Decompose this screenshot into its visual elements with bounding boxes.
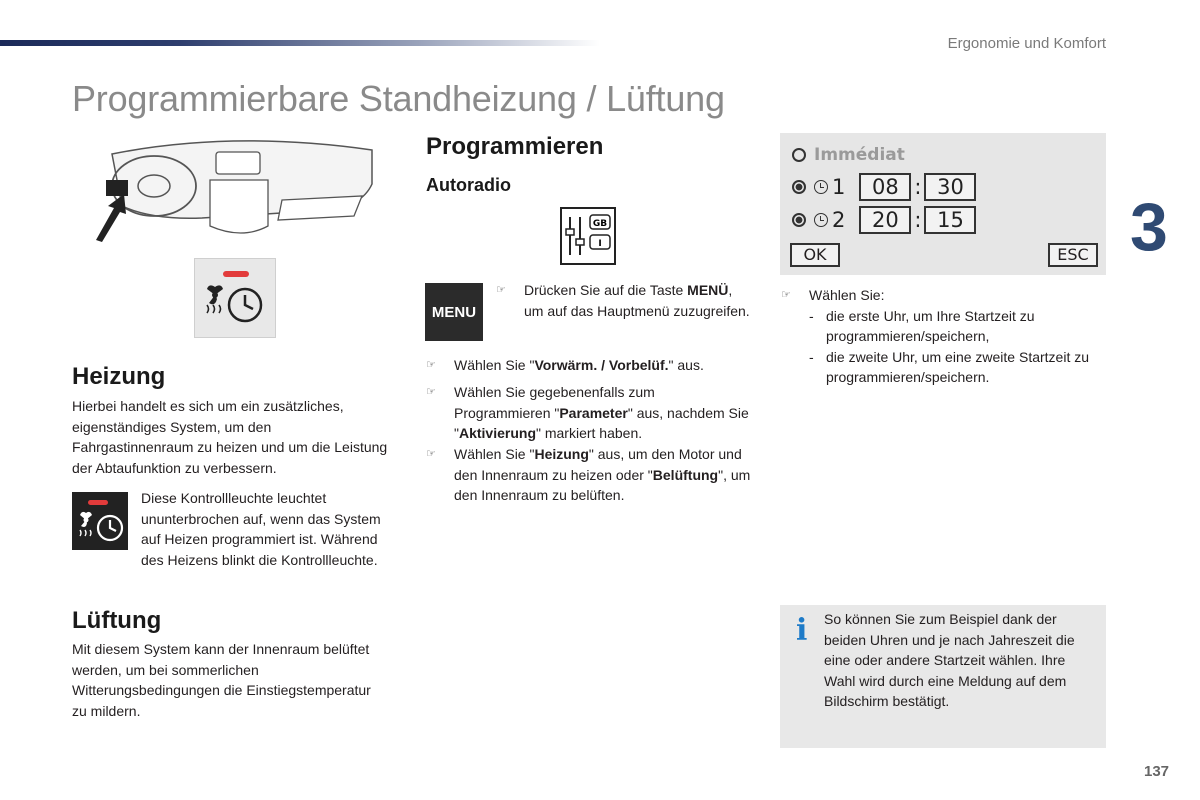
step-text: , um auf das Hauptmenü zuzugreifen.: [524, 282, 750, 319]
list-dash: -: [809, 348, 814, 365]
immediate-option: [792, 141, 905, 169]
step-keyword: Heizung: [534, 446, 589, 462]
step-text: " markiert haben.: [536, 425, 643, 441]
esc-button: ESC: [1048, 243, 1098, 267]
lamp-description: Diese Kontrollleuchte leuchtet ununterbrochen auf, wenn das System auf Heizen programmiert ist. Während des Heizens blinkt die Kontrollleuchte.: [141, 490, 381, 568]
programmieren-heading: Programmieren: [426, 133, 604, 160]
step-keyword: Belüftung: [652, 466, 719, 483]
list-item: [809, 347, 1109, 388]
autoradio-subheading: Autoradio: [426, 175, 511, 195]
list-item-text: die erste Uhr, um Ihre Startzeit zu programmieren/speichern,: [826, 307, 1035, 344]
step-keyword: /: [597, 357, 609, 373]
step-text: " aus, um den Motor und den Innenraum zu heizen oder ": [454, 446, 742, 483]
timer2-label: 2: [832, 208, 846, 232]
chapter-number: 3: [1130, 189, 1168, 265]
timer2-hours: 20: [859, 206, 911, 234]
step-text: Wählen Sie gegebenenfalls zum Programmieren ": [454, 384, 655, 421]
timer1-hours: 08: [859, 173, 911, 201]
heizung-heading: Heizung: [72, 363, 166, 390]
header-bar: [0, 40, 600, 46]
page-title: Programmierbare Standheizung / Lüftung: [72, 78, 725, 119]
radio-unselected-icon: [792, 148, 806, 162]
hand-pointer-icon: ☞: [426, 448, 436, 460]
warning-lamp-panel: [194, 258, 276, 338]
instruction-lead: Wählen Sie:: [809, 287, 885, 303]
step-text: " aus.: [668, 357, 704, 373]
info-text: So können Sie zum Beispiel dank der beiden Uhren und je nach Jahreszeit die eine oder andere Startzeit wählen. Ihre Wahl wird durch eine Meldung auf dem Bildschirm bestätigt.: [824, 611, 1075, 709]
step-select-parameter: [426, 382, 754, 444]
list-dash: -: [809, 307, 814, 324]
ok-button: OK: [790, 243, 840, 267]
lueftung-text: Mit diesem System kann der Innenraum belüftet werden, um bei sommerlichen Witterungsbedingungen die Einstiegstemperatur zu mildern.: [72, 641, 371, 719]
timer1-label: 1: [832, 175, 846, 199]
hand-pointer-icon: ☞: [426, 386, 436, 398]
step-select-preheat: [426, 355, 754, 376]
step-keyword: Aktivierung: [458, 425, 536, 441]
timer1-minutes: 30: [924, 173, 976, 201]
step-text: Wählen Sie ": [454, 357, 535, 373]
clock-icon: [814, 180, 828, 194]
step-text: Wählen Sie ": [454, 446, 535, 462]
radio-settings-icon: [560, 207, 616, 265]
list-item-text: die zweite Uhr, um eine zweite Startzeit zu programmieren/speichern.: [826, 348, 1090, 385]
step-keyword: Vorbelüf.: [608, 357, 669, 373]
heizung-text: Hierbei handelt es sich um ein zusätzliches, eigenständiges System, um den Fahrgastinnenraum zu heizen und um die Leistung der Abtaufunktion zu verbessern.: [72, 398, 388, 476]
hand-pointer-icon: ☞: [781, 289, 791, 301]
step-press-menu: [496, 280, 754, 321]
menu-button: MENU: [425, 283, 483, 341]
timer1-row: 1 08 : 30: [792, 173, 976, 201]
hand-pointer-icon: ☞: [496, 284, 506, 296]
heater-lamp-icon: [72, 492, 128, 550]
hand-pointer-icon: ☞: [426, 359, 436, 371]
timer-screen: [780, 133, 1106, 275]
info-icon: i: [796, 613, 808, 648]
timer2-minutes: 15: [924, 206, 976, 234]
radio-icon-gb-label: GB: [592, 219, 608, 229]
select-clock-instructions: [781, 285, 1109, 388]
dashboard-illustration: [92, 136, 382, 248]
immediate-label: Immédiat: [814, 145, 905, 165]
radio-icon-i-label: I: [598, 239, 602, 249]
heater-timer-icon: [195, 259, 275, 337]
step-text: " aus, nachdem Sie ": [454, 404, 749, 441]
step-keyword: Parameter: [559, 404, 628, 421]
lueftung-heading: Lüftung: [72, 607, 162, 634]
info-box: [780, 605, 1106, 748]
step-select-heating: [426, 444, 754, 506]
radio-selected-icon: [792, 213, 806, 227]
step-keyword: Vorwärm.: [534, 357, 598, 373]
step-keyword: MENÜ: [687, 282, 729, 298]
clock-icon: [814, 213, 828, 227]
step-text: Drücken Sie auf die Taste: [524, 282, 688, 298]
section-header: Ergonomie und Komfort: [947, 35, 1106, 52]
page-number: 137: [1144, 763, 1170, 780]
step-text: ", um den Innenraum zu belüften.: [454, 466, 751, 503]
radio-selected-icon: [792, 180, 806, 194]
timer2-row: 2 20 : 15: [792, 206, 976, 234]
list-item: [809, 306, 1109, 347]
